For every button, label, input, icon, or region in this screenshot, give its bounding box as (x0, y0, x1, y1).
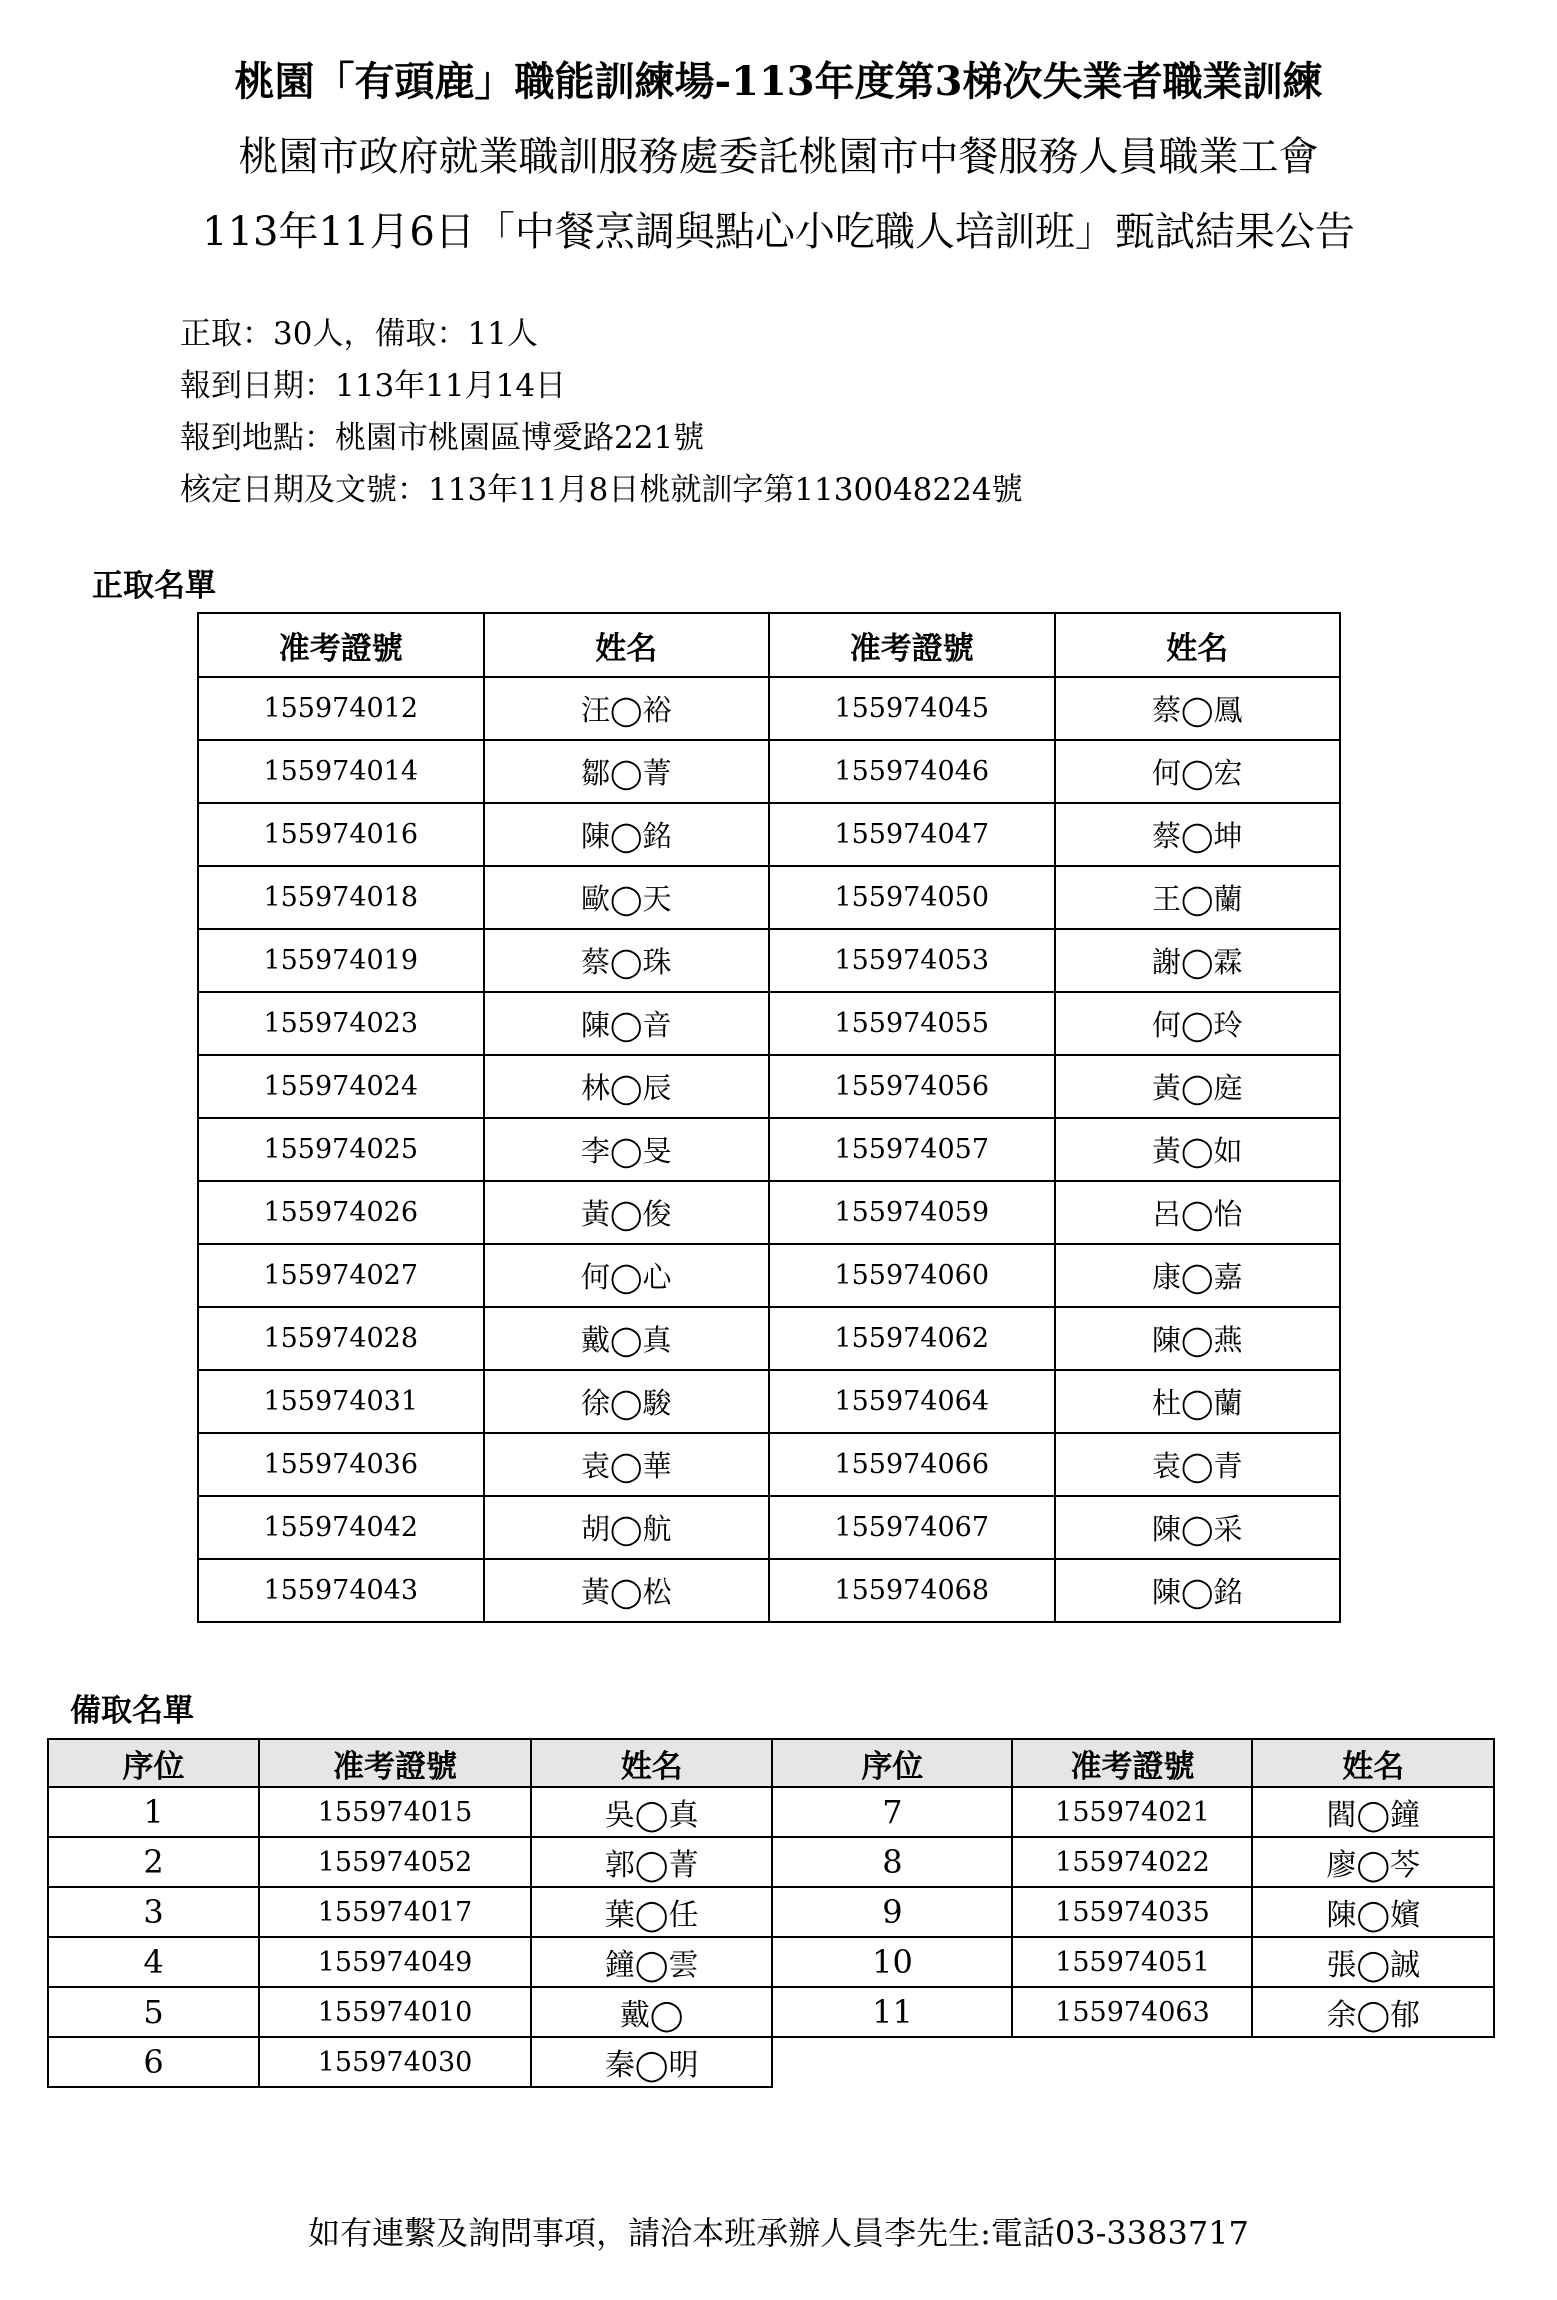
exam-number-cell: 155974043 (198, 1559, 484, 1622)
name-cell: 陳◯銘 (484, 803, 770, 866)
exam-number-cell: 155974028 (198, 1307, 484, 1370)
name-cell: 徐◯駿 (484, 1370, 770, 1433)
name-cell: 秦◯明 (531, 2037, 772, 2087)
name-cell: 何◯心 (484, 1244, 770, 1307)
name-cell: 汪◯裕 (484, 677, 770, 740)
waitlist-row (48, 1787, 1494, 1837)
exam-number-cell: 155974024 (198, 1055, 484, 1118)
header-name: 姓名 (531, 1739, 772, 1787)
rank-cell: 11 (772, 1987, 1012, 2037)
waitlist-label: 備取名單 (70, 1693, 194, 1729)
exam-number-cell: 155974022 (1012, 1837, 1252, 1887)
admitted-row (198, 803, 1340, 866)
name-cell: 戴◯ (531, 1987, 772, 2037)
admitted-row (198, 866, 1340, 929)
admitted-row (198, 1307, 1340, 1370)
name-cell: 蔡◯坤 (1055, 803, 1341, 866)
name-cell: 黃◯俊 (484, 1181, 770, 1244)
header-exam-number: 准考證號 (259, 1739, 531, 1787)
admitted-row (198, 992, 1340, 1055)
exam-number-cell: 155974053 (769, 929, 1055, 992)
exam-number-cell: 155974019 (198, 929, 484, 992)
name-cell: 鄒◯菁 (484, 740, 770, 803)
admitted-row (198, 677, 1340, 740)
admitted-row (198, 1118, 1340, 1181)
quota-text: 正取：30人，備取：11人 (180, 316, 538, 352)
rank-cell: 3 (48, 1887, 259, 1937)
exam-number-cell: 155974025 (198, 1118, 484, 1181)
exam-number-cell: 155974045 (769, 677, 1055, 740)
exam-number-cell: 155974049 (259, 1937, 531, 1987)
exam-number-cell: 155974055 (769, 992, 1055, 1055)
name-cell: 謝◯霖 (1055, 929, 1341, 992)
contact-footer: 如有連繫及詢問事項，請洽本班承辦人員李先生:電話03-3383717 (308, 2214, 1249, 2252)
header-exam-number: 准考證號 (198, 613, 484, 677)
exam-number-cell: 155974051 (1012, 1937, 1252, 1987)
exam-number-cell: 155974050 (769, 866, 1055, 929)
admitted-table (197, 612, 1341, 1623)
rank-cell: 9 (772, 1887, 1012, 1937)
empty-cell (1252, 2037, 1494, 2087)
exam-number-cell: 155974014 (198, 740, 484, 803)
exam-number-cell: 155974035 (1012, 1887, 1252, 1937)
admitted-row (198, 1370, 1340, 1433)
name-cell: 郭◯菁 (531, 1837, 772, 1887)
exam-number-cell: 155974059 (769, 1181, 1055, 1244)
waitlist-row (48, 1887, 1494, 1937)
rank-cell: 1 (48, 1787, 259, 1837)
exam-number-cell: 155974047 (769, 803, 1055, 866)
admitted-row (198, 1244, 1340, 1307)
rank-cell: 2 (48, 1837, 259, 1887)
header-rank: 序位 (772, 1739, 1012, 1787)
name-cell: 胡◯航 (484, 1496, 770, 1559)
name-cell: 戴◯真 (484, 1307, 770, 1370)
name-cell: 呂◯怡 (1055, 1181, 1341, 1244)
name-cell: 陳◯燕 (1055, 1307, 1341, 1370)
name-cell: 余◯郁 (1252, 1987, 1494, 2037)
exam-number-cell: 155974060 (769, 1244, 1055, 1307)
waitlist-header-row (48, 1739, 1494, 1787)
exam-number-cell: 155974026 (198, 1181, 484, 1244)
admitted-row (198, 1055, 1340, 1118)
admitted-list-label: 正取名單 (92, 568, 216, 604)
admitted-row (198, 1433, 1340, 1496)
empty-cell (772, 2037, 1012, 2087)
name-cell: 陳◯音 (484, 992, 770, 1055)
exam-number-cell: 155974023 (198, 992, 484, 1055)
name-cell: 吳◯真 (531, 1787, 772, 1837)
rank-cell: 4 (48, 1937, 259, 1987)
exam-number-cell: 155974062 (769, 1307, 1055, 1370)
header-rank: 序位 (48, 1739, 259, 1787)
name-cell: 蔡◯鳳 (1055, 677, 1341, 740)
name-cell: 葉◯任 (531, 1887, 772, 1937)
name-cell: 黃◯庭 (1055, 1055, 1341, 1118)
header-name: 姓名 (484, 613, 770, 677)
report-place-text: 報到地點：桃園市桃園區博愛路221號 (180, 420, 705, 456)
exam-number-cell: 155974012 (198, 677, 484, 740)
admitted-row (198, 740, 1340, 803)
name-cell: 杜◯蘭 (1055, 1370, 1341, 1433)
admitted-row (198, 929, 1340, 992)
approval-text: 核定日期及文號：113年11月8日桃就訓字第1130048224號 (180, 472, 1023, 508)
name-cell: 何◯玲 (1055, 992, 1341, 1055)
header-exam-number: 准考證號 (769, 613, 1055, 677)
exam-number-cell: 155974052 (259, 1837, 531, 1887)
rank-cell: 8 (772, 1837, 1012, 1887)
exam-number-cell: 155974068 (769, 1559, 1055, 1622)
exam-number-cell: 155974064 (769, 1370, 1055, 1433)
name-cell: 歐◯天 (484, 866, 770, 929)
name-cell: 黃◯松 (484, 1559, 770, 1622)
name-cell: 王◯蘭 (1055, 866, 1341, 929)
exam-number-cell: 155974010 (259, 1987, 531, 2037)
header-name: 姓名 (1055, 613, 1341, 677)
exam-number-cell: 155974027 (198, 1244, 484, 1307)
exam-number-cell: 155974036 (198, 1433, 484, 1496)
empty-cell (1012, 2037, 1252, 2087)
exam-number-cell: 155974017 (259, 1887, 531, 1937)
exam-number-cell: 155974056 (769, 1055, 1055, 1118)
rank-cell: 7 (772, 1787, 1012, 1837)
exam-number-cell: 155974066 (769, 1433, 1055, 1496)
name-cell: 張◯誠 (1252, 1937, 1494, 1987)
name-cell: 陳◯采 (1055, 1496, 1341, 1559)
page-subtitle-announcement: 113年11月6日「中餐烹調與點心小吃職人培訓班」甄試結果公告 (202, 209, 1355, 255)
exam-number-cell: 155974046 (769, 740, 1055, 803)
exam-number-cell: 155974067 (769, 1496, 1055, 1559)
admitted-row (198, 1559, 1340, 1622)
name-cell: 鐘◯雲 (531, 1937, 772, 1987)
name-cell: 袁◯華 (484, 1433, 770, 1496)
header-exam-number: 准考證號 (1012, 1739, 1252, 1787)
waitlist-row (48, 1837, 1494, 1887)
exam-number-cell: 155974021 (1012, 1787, 1252, 1837)
rank-cell: 5 (48, 1987, 259, 2037)
exam-number-cell: 155974030 (259, 2037, 531, 2087)
report-date-text: 報到日期：113年11月14日 (180, 368, 567, 404)
exam-number-cell: 155974018 (198, 866, 484, 929)
name-cell: 袁◯青 (1055, 1433, 1341, 1496)
exam-number-cell: 155974031 (198, 1370, 484, 1433)
name-cell: 陳◯嬪 (1252, 1887, 1494, 1937)
exam-number-cell: 155974016 (198, 803, 484, 866)
page-title: 桃園「有頭鹿」職能訓練場-113年度第3梯次失業者職業訓練 (234, 58, 1323, 105)
name-cell: 黃◯如 (1055, 1118, 1341, 1181)
exam-number-cell: 155974063 (1012, 1987, 1252, 2037)
waitlist-row (48, 1937, 1494, 1987)
name-cell: 閻◯鐘 (1252, 1787, 1494, 1837)
waitlist-table (47, 1738, 1495, 2088)
name-cell: 何◯宏 (1055, 740, 1341, 803)
exam-number-cell: 155974042 (198, 1496, 484, 1559)
admitted-row (198, 1181, 1340, 1244)
exam-number-cell: 155974057 (769, 1118, 1055, 1181)
exam-number-cell: 155974015 (259, 1787, 531, 1837)
name-cell: 廖◯芩 (1252, 1837, 1494, 1887)
name-cell: 蔡◯珠 (484, 929, 770, 992)
waitlist-row (48, 1987, 1494, 2037)
admitted-header-row (198, 613, 1340, 677)
name-cell: 李◯旻 (484, 1118, 770, 1181)
name-cell: 林◯辰 (484, 1055, 770, 1118)
name-cell: 康◯嘉 (1055, 1244, 1341, 1307)
page-subtitle-organizer: 桃園市政府就業職訓服務處委託桃園市中餐服務人員職業工會 (238, 134, 1319, 180)
header-name: 姓名 (1252, 1739, 1494, 1787)
rank-cell: 6 (48, 2037, 259, 2087)
rank-cell: 10 (772, 1937, 1012, 1987)
admitted-row (198, 1496, 1340, 1559)
name-cell: 陳◯銘 (1055, 1559, 1341, 1622)
waitlist-row (48, 2037, 1494, 2087)
info-block (180, 308, 1023, 516)
